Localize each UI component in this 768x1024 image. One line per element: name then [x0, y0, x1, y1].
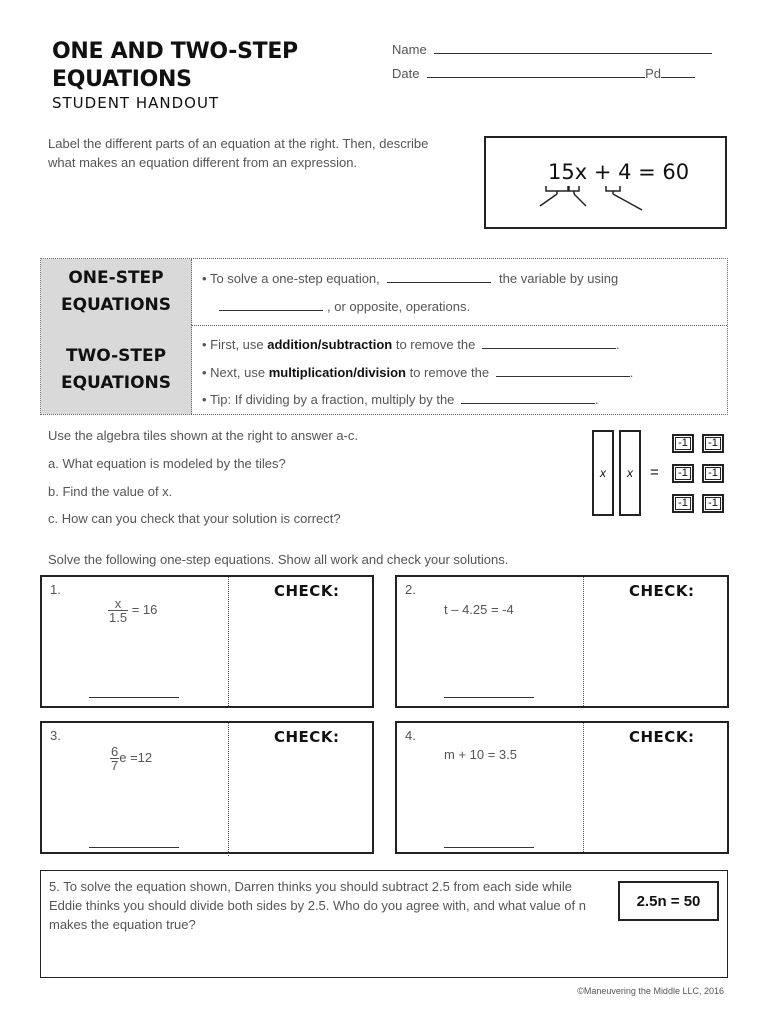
work-divider [583, 577, 584, 706]
page-title [52, 38, 298, 94]
one-step-label-1: ONE-STEP [68, 268, 164, 288]
problem-box-4 [395, 721, 729, 854]
x-tile: x [619, 430, 641, 516]
two-step-bullet-2: • Next, use multiplication/division to remove the . [202, 365, 634, 380]
unit-tile: -1 [672, 464, 694, 483]
labeled-equation: 15x + 4 = 60 [548, 160, 690, 184]
work-divider [228, 577, 229, 706]
problem-equation [110, 745, 152, 772]
question-5-box [40, 870, 728, 978]
check-label: CHECK: [274, 582, 340, 600]
name-field[interactable] [434, 42, 712, 54]
two-step-text-2b: to remove the [409, 365, 490, 380]
answer-line[interactable] [89, 697, 179, 698]
equals-sign: = [650, 464, 659, 481]
date-row [392, 66, 695, 81]
problem-equation [108, 597, 157, 624]
answer-line[interactable] [89, 847, 179, 848]
two-step-bullet-3: • Tip: If dividing by a fraction, multiply by the . [202, 392, 599, 407]
unit-tile: -1 [672, 434, 694, 453]
two-step-label-2: EQUATIONS [60, 372, 172, 393]
one-step-text-a: To solve a one-step equation, [209, 271, 380, 286]
name-row [392, 42, 712, 57]
algebra-tiles [592, 430, 732, 520]
problem-box-2 [395, 575, 729, 708]
denominator: 7 [111, 758, 119, 773]
two-step-bold-1: addition/subtraction [267, 337, 393, 352]
question-5-equation: 2.5n = 50 [618, 881, 719, 921]
tiles-intro: Use the algebra tiles shown at the right to answer a-c. [48, 428, 358, 443]
blank-4[interactable] [496, 365, 630, 377]
check-label: CHECK: [629, 582, 695, 600]
answer-line[interactable] [444, 697, 534, 698]
fraction [108, 597, 128, 624]
one-step-text-b: the variable by using [499, 271, 619, 286]
one-step-label [41, 259, 192, 325]
two-step-label-1: TWO-STEP [65, 345, 167, 366]
two-step-text-2a: Next, use [210, 365, 266, 380]
question-5-text: 5. To solve the equation shown, Darren thinks you should subtract 2.5 from each side while Eddie thinks you should divide both sides by 2.5. Who do you agree with, and what value of n makes the equation true? [49, 879, 586, 932]
question-c: c. How can you check that your solution is correct? [48, 511, 341, 526]
title-line-2: EQUATIONS [52, 67, 192, 92]
blank-1[interactable] [387, 271, 491, 283]
two-step-text-1a: First, use [210, 337, 264, 352]
unit-tile: -1 [702, 494, 724, 513]
check-label: CHECK: [629, 728, 695, 746]
one-step-bullet-1: • To solve a one-step equation, the variable by using [202, 271, 619, 286]
equation-rest: e =12 [119, 749, 153, 765]
copyright: ©Maneuvering the Middle LLC, 2016 [577, 986, 724, 996]
check-label: CHECK: [274, 728, 340, 746]
date-label: Date [392, 66, 420, 81]
equation-box [484, 136, 727, 229]
numerator: 6 [111, 744, 119, 759]
blank-2[interactable] [219, 299, 323, 311]
pd-field[interactable] [661, 66, 695, 78]
unit-tile: -1 [672, 494, 694, 513]
answer-line[interactable] [444, 847, 534, 848]
unit-tile: -1 [702, 464, 724, 483]
denominator: 1.5 [109, 610, 128, 625]
unit-tile: -1 [702, 434, 724, 453]
solve-instruction: Solve the following one-step equations. Show all work and check your solutions. [48, 552, 509, 567]
two-step-text-1b: to remove the [395, 337, 476, 352]
date-field[interactable] [427, 66, 645, 78]
work-divider [583, 723, 584, 852]
one-step-label-2: EQUATIONS [60, 295, 172, 315]
two-step-bullet-1: • First, use addition/subtraction to remove the . [202, 337, 620, 352]
page-subtitle: STUDENT HANDOUT [52, 94, 220, 112]
one-step-bullet-2 [219, 299, 470, 314]
two-step-bold-2: multiplication/division [268, 365, 406, 380]
question-b: b. Find the value of x. [48, 484, 173, 499]
label-brackets [536, 182, 646, 212]
problem-equation: t – 4.25 = -4 [444, 602, 514, 617]
problem-number: 3. [50, 728, 61, 743]
equation-rest: = 16 [131, 601, 158, 617]
question-a: a. What equation is modeled by the tiles? [48, 456, 286, 471]
problem-number: 4. [405, 728, 416, 743]
blank-5[interactable] [461, 392, 595, 404]
work-divider [228, 723, 229, 856]
one-step-text-c: , or opposite, operations. [327, 299, 471, 314]
two-step-label [41, 325, 192, 414]
steps-table [40, 258, 728, 415]
name-label: Name [392, 42, 427, 57]
problem-box-1 [40, 575, 374, 708]
two-step-text-3: Tip: If dividing by a fraction, multiply by the [209, 392, 455, 407]
intro-text: Label the different parts of an equation at the right. Then, describe what makes an equation different from an expression. [48, 136, 429, 170]
problem-box-3 [40, 721, 374, 854]
x-tile: x [592, 430, 614, 516]
numerator: x [108, 597, 128, 611]
pd-label: Pd [645, 66, 661, 81]
problem-equation: m + 10 = 3.5 [444, 747, 517, 762]
problem-number: 2. [405, 582, 416, 597]
blank-3[interactable] [482, 337, 616, 349]
fraction [110, 745, 119, 772]
title-line-1: ONE AND TWO-STEP [52, 39, 298, 64]
problem-number: 1. [50, 582, 61, 597]
